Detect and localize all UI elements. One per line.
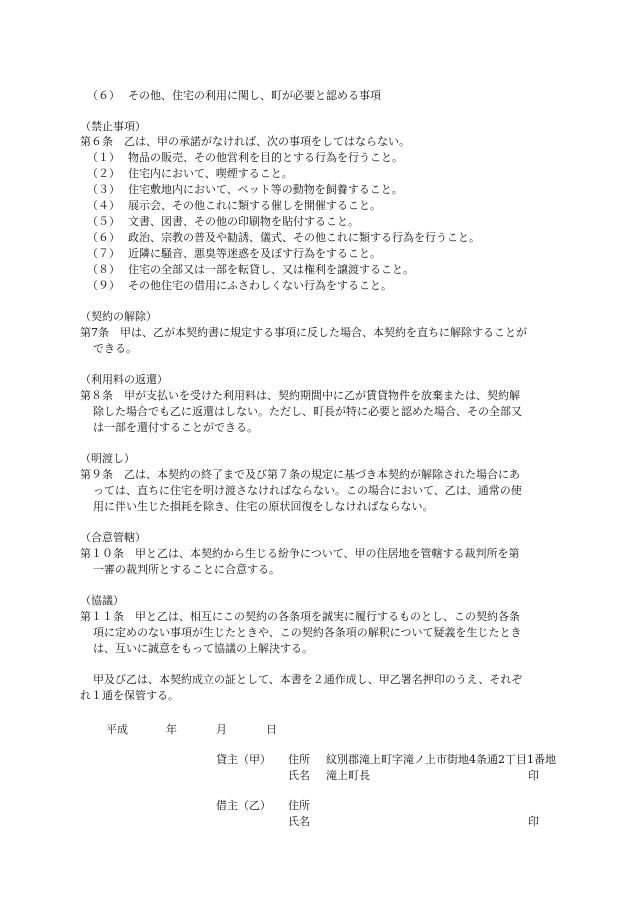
article-6-item-text: 政治、宗教の普及や勧誘、儀式、その他これに類する行為を行うこと。 (128, 231, 480, 244)
lessee-address-label: 住所 (288, 799, 310, 812)
article-11-text-line: 第１１条 甲と乙は、相互にこの契約の各条項を誠実に履行するものとし、この契約各条 (80, 610, 520, 623)
date-month-label: 月 (216, 723, 227, 736)
article-6-item-text: 物品の販売、その他営利を目的とする行為を行うこと。 (128, 151, 403, 164)
date-day-label: 日 (266, 723, 277, 736)
article-6-item-text: 住宅の全部又は一部を転貸し、又は権利を譲渡すること。 (128, 263, 414, 276)
lessee-name-label: 氏名 (288, 815, 310, 828)
item-6-number: （６） (87, 89, 120, 102)
article-6-item-number: （７） (87, 247, 120, 260)
article-6-item-text: 展示会、その他これに類する催しを開催すること。 (128, 199, 381, 212)
article-6-item-number: （２） (87, 167, 120, 180)
article-9-heading: （明渡し） (80, 452, 135, 465)
article-6-item-number: （６） (87, 231, 120, 244)
article-6-item-text: 住宅敷地内において、ペット等の動物を飼養すること。 (128, 183, 403, 196)
closing-text-line: れ１通を保管する。 (80, 689, 179, 702)
lessee-seal-mark: 印 (528, 815, 539, 828)
date-era: 平成 (106, 723, 128, 736)
article-6-item-number: （９） (87, 279, 120, 292)
closing-text-line: 甲及び乙は、本契約成立の証として、本書を２通作成し、甲乙署名押印のうえ、それぞ (93, 673, 523, 686)
article-10-heading: （合意管轄） (80, 531, 146, 544)
lessor-name-label: 氏名 (288, 769, 310, 782)
article-7-text-line: できる。 (93, 342, 137, 355)
article-8-text-line: は一部を還付することができる。 (93, 421, 258, 434)
lessor-address-label: 住所 (288, 753, 310, 766)
article-6-item-text: 住宅内において、喫煙すること。 (128, 167, 293, 180)
article-7-heading: （契約の解除） (80, 310, 157, 323)
lessor-seal-mark: 印 (528, 769, 539, 782)
date-year-label: 年 (166, 723, 177, 736)
article-6-item-number: （３） (87, 183, 120, 196)
article-6-item-text: 文書、図書、その他の印刷物を貼付すること。 (128, 215, 359, 228)
article-11-text-line: は、互いに誠意をもって協議の上解決する。 (93, 642, 313, 655)
item-6-text: その他、住宅の利用に関し、町が必要と認める事項 (128, 89, 381, 102)
article-8-text-line: 除した場合でも乙に返還はしない。ただし、町長が特に必要と認めた場合、その全部又 (93, 405, 522, 418)
article-8-text-line: 第８条 甲が支払いを受けた利用料は、契約期間中に乙が賃貸物件を放棄または、契約解 (80, 389, 520, 402)
lessor-address: 紋別郡滝上町字滝ノ上市街地4条通2丁目1番地 (326, 753, 556, 766)
article-6-item-number: （４） (87, 199, 120, 212)
article-11-text-line: 項に定めのない事項が生じたときや、この契約各条項の解釈について疑義を生じたとき (93, 626, 522, 639)
article-6-item-text: 近隣に騒音、悪臭等迷惑を及ぼす行為をすること。 (128, 247, 381, 260)
article-6-item-number: （５） (87, 215, 120, 228)
article-9-text-line: 第９条 乙は、本契約の終了まで及び第７条の規定に基づき本契約が解除された場合にあ (80, 468, 520, 481)
article-10-text-line: 第１０条 甲と乙は、本契約から生じる紛争について、甲の住居地を管轄する裁判所を第 (80, 547, 520, 560)
lessor-label: 貸主（甲） (216, 753, 271, 766)
lessee-label: 借主（乙） (216, 799, 271, 812)
article-10-text-line: 一審の裁判所とすることに合意する。 (93, 563, 280, 576)
lessor-name: 滝上町長 (326, 769, 370, 782)
article-7-text-line: 第7条 甲は、乙が本契約書に規定する事項に反した場合、本契約を直ちに解除することが (80, 326, 527, 339)
article-11-heading: （協議） (80, 594, 124, 607)
article-6-item-number: （１） (87, 151, 120, 164)
article-6-text: 第６条 乙は、甲の承諾がなければ、次の事項をしてはならない。 (80, 135, 410, 148)
article-9-text-line: っては、直ちに住宅を明け渡さなければならない。この場合において、乙は、通常の使 (93, 484, 522, 497)
article-9-text-line: 用に伴い生じた損耗を除き、住宅の原状回復をしなければならない。 (93, 500, 434, 513)
article-6-item-number: （８） (87, 263, 120, 276)
article-6-heading: （禁止事項） (80, 120, 146, 133)
article-6-item-text: その他住宅の借用にふさわしくない行為をすること。 (128, 279, 392, 292)
article-8-heading: （利用料の返還） (80, 373, 168, 386)
